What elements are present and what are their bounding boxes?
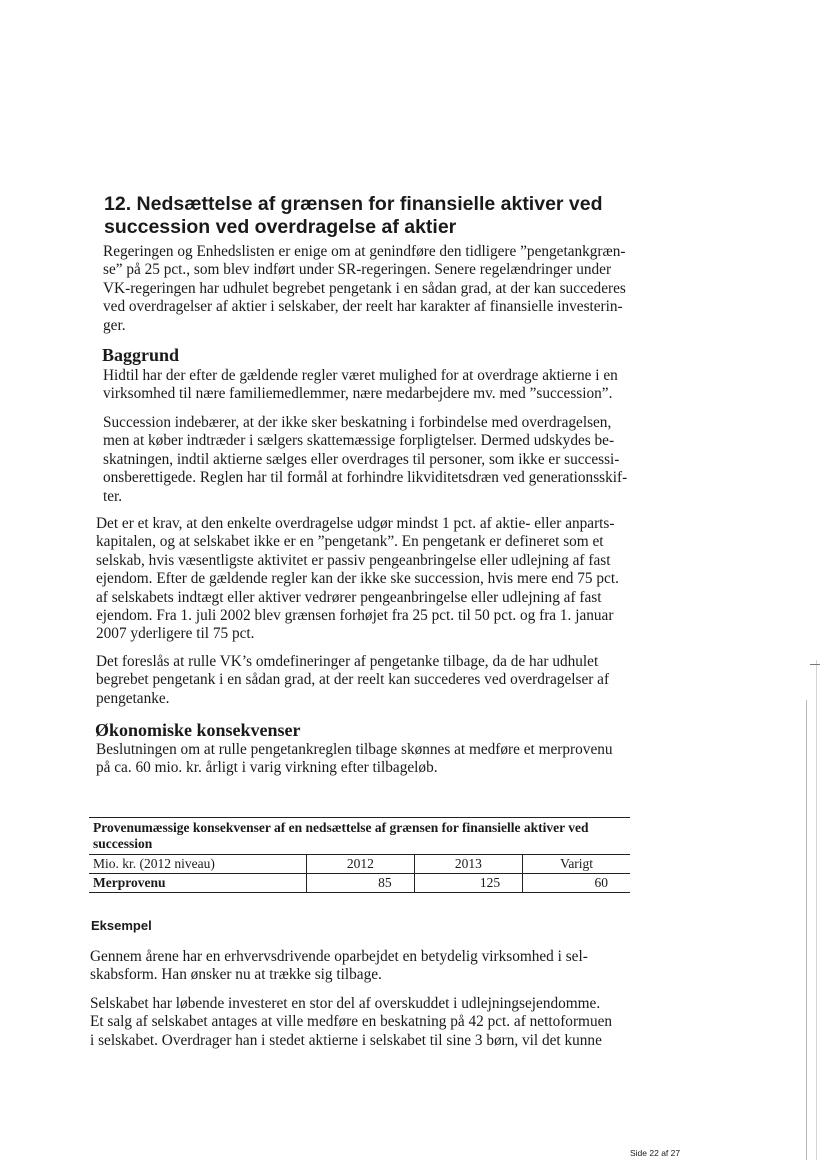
economic-heading: Økonomiske konsekvenser: [95, 720, 301, 740]
table-cell: Merprovenu: [89, 874, 307, 893]
table-top-rule: [89, 817, 630, 818]
table-row: [89, 874, 630, 893]
table-header-cell: 2013: [414, 855, 522, 874]
example-heading: Eksempel: [91, 918, 152, 933]
background-paragraph-3: Det er et krav, at den enkelte overdragelse udgør mindst 1 pct. af aktie- eller anparts- kapitalen, og at selskabet ikke er en ”pengetank”. En pengetank er defineret som et selskab, hvis væsentligste aktivitet er passiv pengeanbringelse eller udlejning af fast ejendom. Efter de gældende regler kan der ikke ske succession, hvis mere end 75 pct. af selskabets indtægt eller aktiver vedrører pengeanbringelse eller udlejning af fast ejendom. Fra 1. juli 2002 blev grænsen forhøjet fra 25 pct. til 50 pct. og fra 1. januar 2007 yderligere til 75 pct.: [96, 515, 619, 643]
scan-edge-tick: [810, 664, 820, 665]
page-number: Side 22 af 27: [630, 1148, 681, 1158]
example-paragraph-1: Gennem årene har en erhvervsdrivende oparbejdet en betydelig virksomhed i sel- skabsform. Han ønsker nu at trække sig tilbage.: [90, 948, 588, 984]
table-header-cell: 2012: [307, 855, 415, 874]
intro-paragraph: Regeringen og Enhedslisten er enige om at genindføre den tidligere ”pengetankgræn- se” på 25 pct., som blev indført under SR-regeringen. Senere regelændringer under VK-regeringen har udhulet begrebet pengetank i en sådan grad, at der kan succederes ved overdragelser af aktier i selskaber, der reelt har karakter af finansielle investerin- ger.: [103, 243, 626, 334]
table-caption: Provenumæssige konsekvenser af en nedsættelse af grænsen for finansielle aktiver ved succession: [93, 820, 589, 851]
table-header-row: [89, 855, 630, 874]
economic-paragraph: Beslutningen om at rulle pengetankreglen tilbage skønnes at medføre et merprovenu på ca. 60 mio. kr. årligt i varig virkning efter tilbageløb.: [96, 741, 613, 777]
scan-edge-line: [806, 700, 807, 1160]
scan-edge-line: [816, 660, 817, 1160]
background-heading: Baggrund: [102, 345, 180, 365]
table-cell: 125: [414, 874, 522, 893]
section-title: 12. Nedsættelse af grænsen for finansielle aktiver ved succession ved overdragelse af aktier: [104, 193, 603, 238]
table-cell: 85: [307, 874, 415, 893]
table-header-cell: Varigt: [523, 855, 630, 874]
revenue-table: [89, 854, 630, 893]
background-paragraph-1: Hidtil har der efter de gældende regler været mulighed for at overdrage aktierne i en virksomhed til nære familiemedlemmer, nære medarbejdere mv. med ”succession”.: [103, 367, 618, 403]
table-cell: 60: [523, 874, 630, 893]
background-paragraph-4: Det foreslås at rulle VK’s omdefineringer af pengetanke tilbage, da de har udhulet begrebet pengetank i en sådan grad, at der reelt kan succederes ved overdragelser af pengetanke.: [96, 653, 610, 707]
table-header-cell: Mio. kr. (2012 niveau): [89, 855, 307, 874]
background-paragraph-2: Succession indebærer, at der ikke sker beskatning i forbindelse med overdragelsen, men at køber indtræder i sælgers skattemæssige forpligtelser. Dermed udskydes be- skatningen, indtil aktierne sælges eller overdrages til personer, som ikke er successi- onsberettigede. Reglen har til formål at forhindre likviditetsdræn ved generationsskif- ter.: [103, 414, 628, 505]
example-paragraph-2: Selskabet har løbende investeret en stor del af overskuddet i udlejningsejendomme. Et salg af selskabet antages at ville medføre en beskatning på 42 pct. af nettoformuen i selskabet. Overdrager han i stedet aktierne i selskabet til sine 3 børn, vil det kunne: [90, 995, 613, 1049]
